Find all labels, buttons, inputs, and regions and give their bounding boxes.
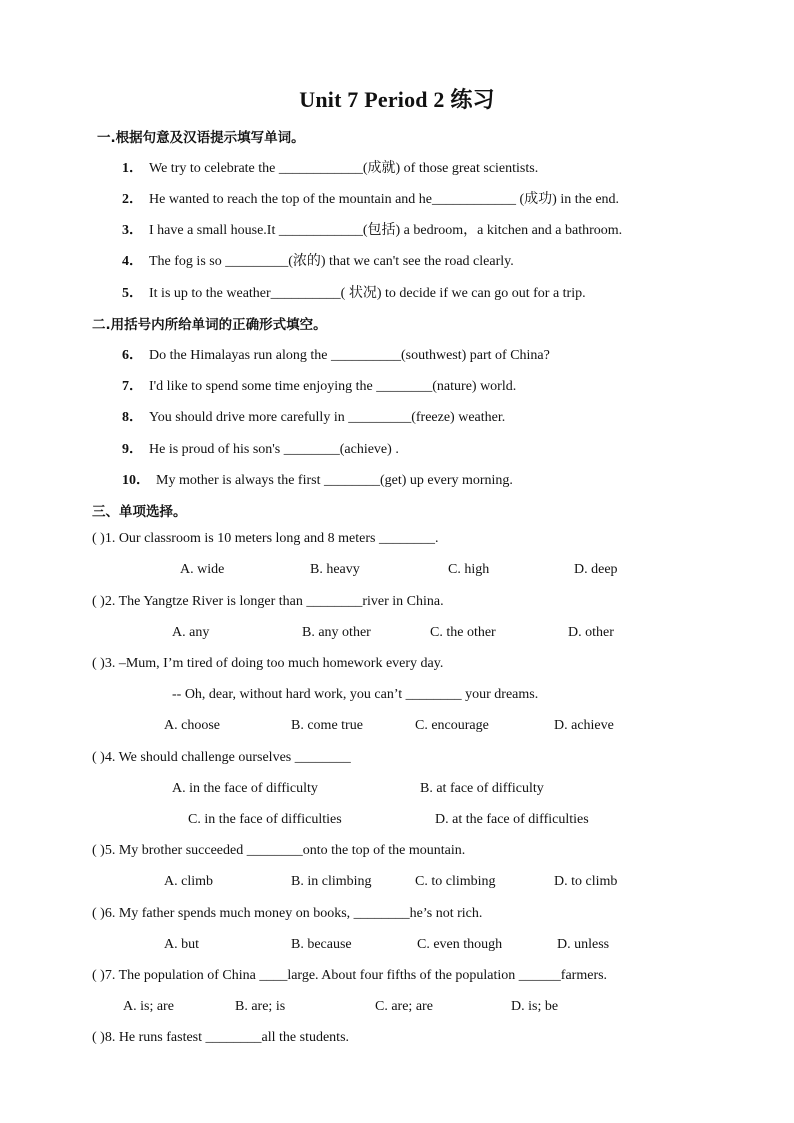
question-1 (122, 157, 538, 177)
question-text: You should drive more carefully in _________(freeze) weather. (149, 410, 506, 425)
mc-question-2: ( )2. The Yangtze River is longer than ________river in China. (92, 594, 444, 609)
question-text: He wanted to reach the top of the mountain and he____________ (成功) in the end. (149, 192, 620, 207)
mc-q6-option-a: A. but (164, 937, 199, 952)
question-text: I'd like to spend some time enjoying the ________(nature) world. (149, 379, 517, 394)
mc-q7-option-c: C. are; are (375, 999, 433, 1014)
question-number: 4． (122, 254, 143, 269)
question-number: 5． (122, 286, 143, 301)
mc-question-1: ( )1. Our classroom is 10 meters long and 8 meters ________. (92, 531, 439, 546)
mc-q7-option-a: A. is; are (123, 999, 174, 1014)
question-text: My mother is always the first ________(get) up every morning. (156, 473, 513, 488)
question-number: 6． (122, 348, 143, 363)
question-5 (122, 282, 586, 302)
mc-q6-option-b: B. because (291, 937, 352, 952)
question-number: 2． (122, 192, 143, 207)
mc-q5-option-b: B. in climbing (291, 874, 372, 889)
question-number: 1． (122, 161, 143, 176)
mc-question-8: ( )8. He runs fastest ________all the students. (92, 1030, 350, 1045)
mc-q3-option-a: A. choose (164, 718, 220, 733)
question-text: The fog is so _________(浓的) that we can't see the road clearly. (149, 254, 514, 269)
mc-q7-option-d: D. is; be (511, 999, 559, 1014)
mc-q1-option-a: A. wide (180, 562, 225, 577)
mc-question-6: ( )6. My father spends much money on books, ________he’s not rich. (92, 906, 483, 921)
question-text: We try to celebrate the ____________(成就) of those great scientists. (149, 161, 539, 176)
section-1-heading: 一.根据句意及汉语提示填写单词。 (97, 130, 305, 146)
question-3 (122, 219, 622, 239)
question-text: It is up to the weather__________( 状况) to decide if we can go out for a trip. (149, 286, 586, 301)
mc-q5-option-d: D. to climb (554, 874, 618, 889)
mc-q5-option-a: A. climb (164, 874, 213, 889)
mc-q5-option-c: C. to climbing (415, 874, 496, 889)
mc-q1-option-b: B. heavy (310, 562, 360, 577)
question-10 (122, 469, 513, 489)
question-2 (122, 188, 619, 208)
mc-q3-option-c: C. encourage (415, 718, 489, 733)
question-number: 3． (122, 223, 143, 238)
question-4 (122, 250, 514, 270)
mc-q2-option-b: B. any other (302, 625, 371, 640)
question-7 (122, 375, 516, 395)
section-2-heading: 二.用括号内所给单词的正确形式填空。 (92, 317, 327, 333)
question-number: 7． (122, 379, 143, 394)
mc-q2-option-a: A. any (172, 625, 210, 640)
mc-question-5: ( )5. My brother succeeded ________onto the top of the mountain. (92, 843, 466, 858)
mc-question-4: ( )4. We should challenge ourselves ________ (92, 750, 351, 765)
mc-q1-option-d: D. deep (574, 562, 618, 577)
question-8 (122, 406, 505, 426)
mc-q4-option-c: C. in the face of difficulties (188, 812, 342, 827)
page-title: Unit 7 Period 2 练习 (299, 87, 495, 112)
question-number: 10． (122, 473, 150, 488)
question-number: 8． (122, 410, 143, 425)
question-text: I have a small house.It ____________(包括) a bedroom，a kitchen and a bathroom. (149, 223, 623, 238)
mc-question-3: ( )3. –Mum, I’m tired of doing too much homework every day. (92, 656, 444, 671)
mc-q6-option-d: D. unless (557, 937, 610, 952)
question-9 (122, 438, 399, 458)
mc-q4-option-d: D. at the face of difficulties (435, 812, 589, 827)
mc-q4-option-b: B. at face of difficulty (420, 781, 544, 796)
mc-q6-option-c: C. even though (417, 937, 503, 952)
question-text: He is proud of his son's ________(achieve) . (149, 442, 399, 457)
mc-q3-option-d: D. achieve (554, 718, 614, 733)
mc-q2-option-d: D. other (568, 625, 614, 640)
mc-q2-option-c: C. the other (430, 625, 496, 640)
mc-question-7: ( )7. The population of China ____large. About four fifths of the population ______farmers. (92, 968, 608, 983)
question-6 (122, 344, 550, 364)
mc-q7-option-b: B. are; is (235, 999, 286, 1014)
question-number: 9． (122, 442, 143, 457)
mc-q1-option-c: C. high (448, 562, 490, 577)
question-text: Do the Himalayas run along the __________(southwest) part of China? (149, 348, 550, 363)
mc-q3-option-b: B. come true (291, 718, 363, 733)
mc-q4-option-a: A. in the face of difficulty (172, 781, 318, 796)
mc-question-3-reply: -- Oh, dear, without hard work, you can’t ________ your dreams. (172, 687, 539, 702)
section-3-heading: 三、单项选择。 (92, 504, 187, 520)
